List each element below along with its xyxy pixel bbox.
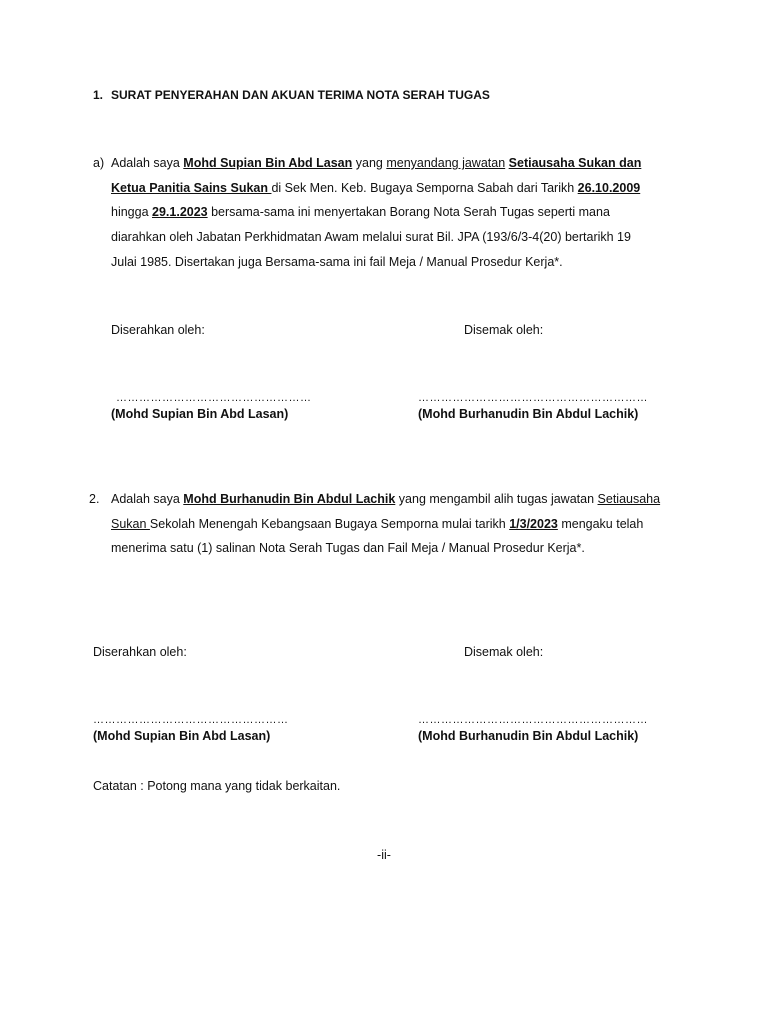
handed-over-label: Diserahkan oleh: [111,323,205,337]
paragraph-line [93,200,673,225]
paragraph-line [93,487,673,512]
paragraph-line: diarahkan oleh Jabatan Perkhidmatan Awam melalui surat Bil. JPA (193/6/3-4(20) bertarikh 19 [111,230,631,245]
officer-name: Mohd Burhanudin Bin Abdul Lachik [183,492,396,506]
signature-line: …………………………………………… [116,392,312,404]
text-run: di Sek Men. Keb. Bugaya Semporna Sabah dari Tarikh [271,180,578,195]
signatory-name: (Mohd Supian Bin Abd Lasan) [111,407,289,421]
signatory-name: (Mohd Burhanudin Bin Abdul Lachik) [418,407,639,421]
text-run: bersama-sama ini menyertakan Borang Nota Serah Tugas seperti mana [207,205,610,220]
end-date: 29.1.2023 [152,205,208,220]
signature-line: …………………………………………… [93,714,289,726]
text-run-underlined: menyandang jawatan [386,156,506,170]
signatory-name: (Mohd Burhanudin Bin Abdul Lachik) [418,729,639,743]
handed-over-label: Diserahkan oleh: [93,645,187,659]
job-title: Sukan [111,516,150,531]
section-number: 1. [93,88,104,102]
paragraph-marker: 2. [89,492,100,506]
signature-line: …………………………………………………… [418,714,648,726]
page-number: -ii- [377,848,391,862]
paragraph-line: Julai 1985. Disertakan juga Bersama-sama ini fail Meja / Manual Prosedur Kerja*. [111,254,563,269]
paragraph-line [93,512,673,537]
paragraph-marker: a) [93,156,105,170]
text-run: mengaku telah [557,516,644,531]
paragraph-line [93,151,673,176]
signature-line: …………………………………………………… [418,392,648,404]
checked-by-label: Disemak oleh: [464,323,544,337]
start-date: 1/3/2023 [509,516,558,531]
text-run: Sekolah Menengah Kebangsaan Bugaya Semporna mulai tarikh [149,516,510,531]
note-text: Catatan : Potong mana yang tidak berkaitan. [93,779,341,793]
text-run: yang [352,156,387,170]
paragraph-2 [89,487,673,561]
text-run: yang mengambil alih tugas jawatan [395,492,598,506]
signatory-name: (Mohd Supian Bin Abd Lasan) [93,729,271,743]
paragraph-line [93,176,673,201]
start-date: 26.10.2009 [577,180,641,195]
section-heading [93,88,490,102]
section-title: SURAT PENYERAHAN DAN AKUAN TERIMA NOTA SERAH TUGAS [111,88,490,102]
checked-by-label: Disemak oleh: [464,645,544,659]
text-run: hingga [111,205,153,220]
officer-name: Mohd Supian Bin Abd Lasan [183,156,353,170]
paragraph-line: menerima satu (1) salinan Nota Serah Tugas dan Fail Meja / Manual Prosedur Kerja*. [111,541,585,556]
text-run: Adalah saya [111,492,184,506]
job-title: Setiausaha [597,492,661,506]
job-title: Ketua Panitia Sains Sukan [111,180,272,195]
paragraph-a [93,151,673,275]
text-run: Adalah saya [111,156,184,170]
job-title: Setiausaha Sukan dan [508,156,642,170]
